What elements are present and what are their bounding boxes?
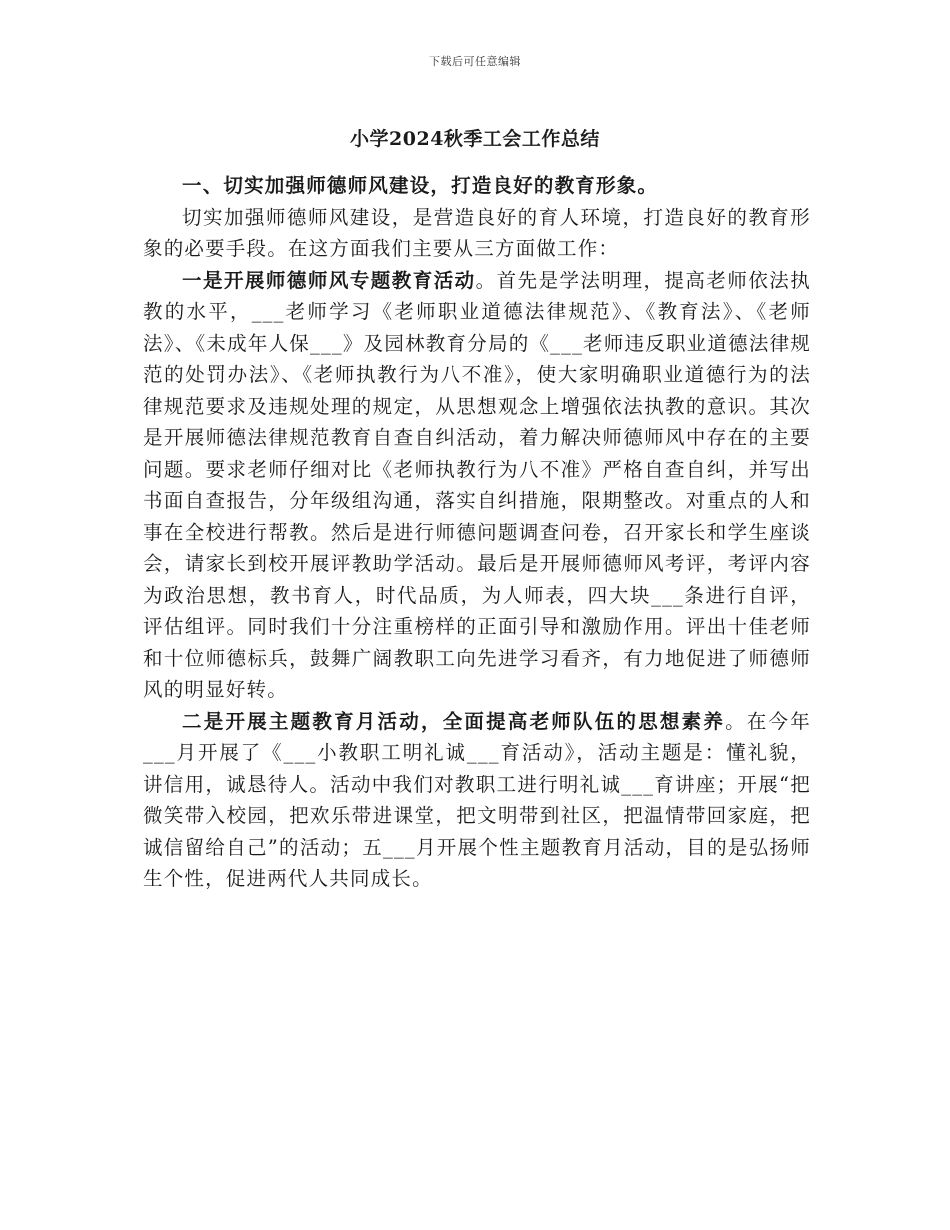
item1-body: 。首先是学法明理，提高老师依法执教的水平，___老师学习《老师职业道德法律规范》、《教育法》、《老师法》、《未成年人保___》及园林教育分局的《___老师违反职业道德法律规范的处罚办法》、《老师执教行为八不准》，使大家明确职业道德行为的法律规范要求及违规处理的规定，从思想观念上增强依法执教的意识。其次是开展师德法律规范教育自查自纠活动，着力解决师德师风中存在的主要问题。要求老师仔细对比《老师执教行为八不准》严格自查自纠，并写出书面自查报告，分年级组沟通，落实自纠措施，限期整改。对重点的人和事在全校进行帮教。然后是进行师德问题调查问卷，召开家长和学生座谈会，请家长到校开展评教助学活动。最后是开展师德师风考评，考评内容为政治思想，教书育人，时代品质，为人师表，四大块___条进行自评，评估组评。同时我们十分注重榜样的正面引导和激励作用。评出十佳老师和十位师德标兵，鼓舞广阔教职工向先进学习看齐，有力地促进了师德师风的明显好转。 [143,268,811,701]
item1-paragraph [143,265,811,706]
item2-body: 。在今年___月开展了《___小教职工明礼诚___育活动》，活动主题是：懂礼貌，讲信用，诚恳待人。活动中我们对教职工进行明礼诚___育讲座；开展“把微笑带入校园，把欢乐带进课堂，把文明带到社区，把温情带回家庭，把诚信留给自己”的活动；五___月开展个性主题教育月活动，目的是弘扬师生个性，促进两代人共同成长。 [143,709,811,890]
item2-lead: 二是开展主题教育月活动，全面提高老师队伍的思想素养 [182,709,726,733]
page-header-note: 下载后可任意编辑 [429,55,521,68]
section-intro-paragraph: 切实加强师德师风建设，是营造良好的育人环境，打造良好的教育形象的必要手段。在这方面我们主要从三方面做工作： [143,205,811,260]
section-heading: 一、切实加强师德师风建设，打造良好的教育形象。 [182,174,659,197]
item1-lead: 一是开展师德师风专题教育活动 [182,268,476,292]
item2-paragraph [143,706,811,895]
document-title: 小学2024秋季工会工作总结 [350,128,600,150]
document-body [143,170,811,895]
